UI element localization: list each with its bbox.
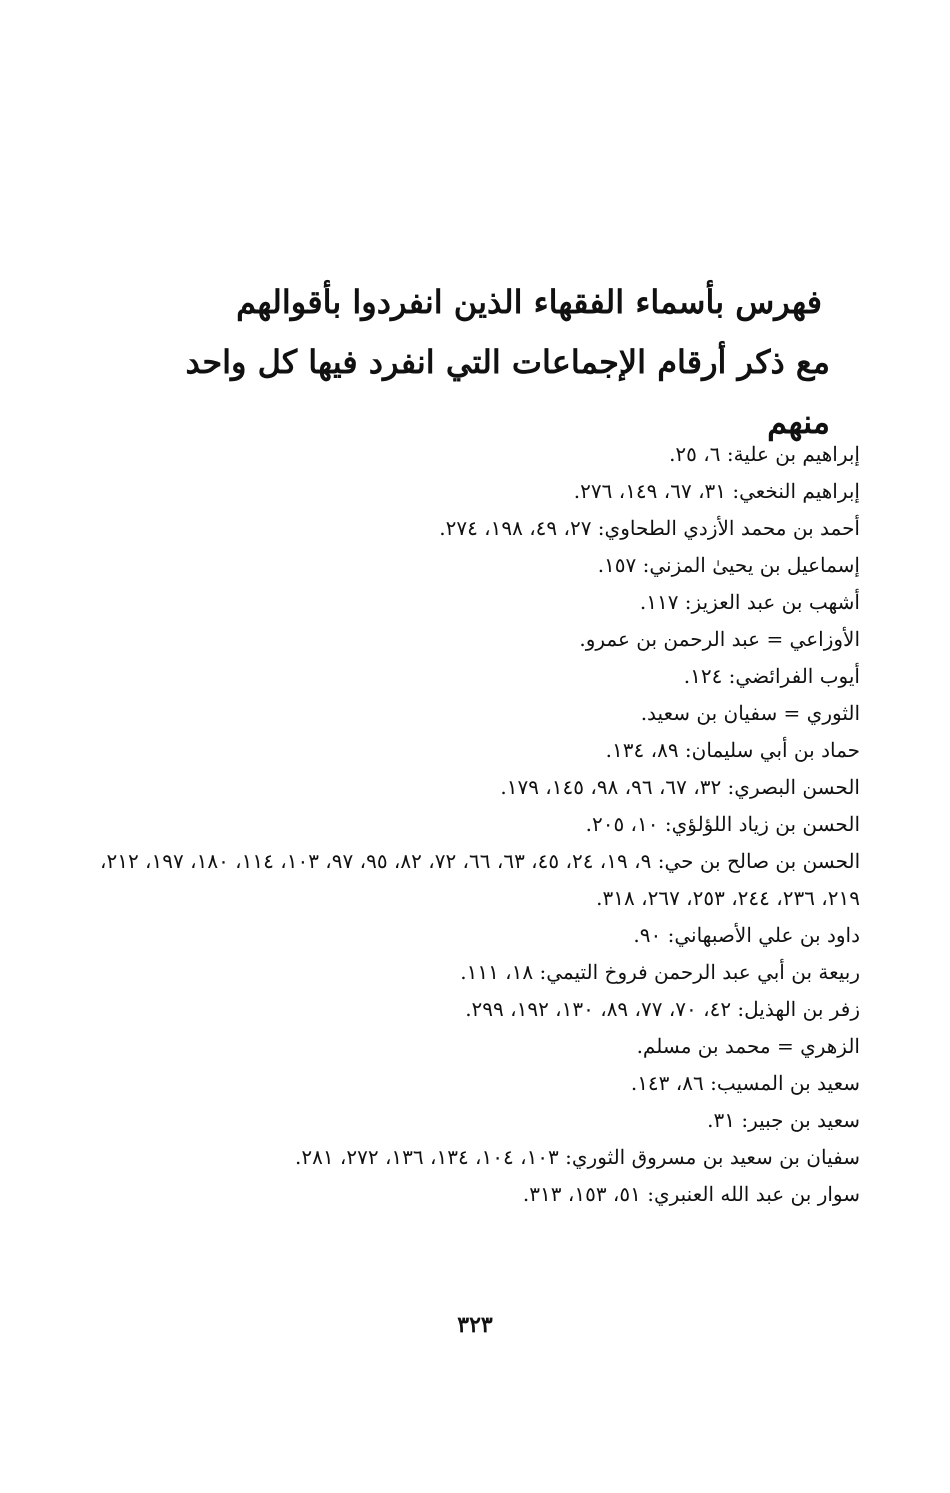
index-entry: أيوب الفرائضي: ١٢٤. [683,664,860,688]
index-entry: إسماعيل بن يحيىٰ المزني: ١٥٧. [597,553,860,577]
index-entry: حماد بن أبي سليمان: ٨٩، ١٣٤. [605,738,860,762]
index-entry: إبراهيم النخعي: ٣١، ٦٧، ١٤٩، ٢٧٦. [573,479,860,503]
index-entry: الثوري = سفيان بن سعيد. [640,701,860,725]
index-entry: أحمد بن محمد الأزدي الطحاوي: ٢٧، ٤٩، ١٩٨، ٢٧٤. [439,516,860,540]
index-entry: سعيد بن جبير: ٣١. [707,1108,860,1132]
index-entry: سوار بن عبد الله العنبري: ٥١، ١٥٣، ٣١٣. [522,1182,860,1206]
index-entry: ربيعة بن أبي عبد الرحمن فروخ التيمي: ١٨، ١١١. [460,960,860,984]
index-entry: زفر بن الهذيل: ٤٢، ٧٠، ٧٧، ٨٩، ١٣٠، ١٩٢، ٢٩٩. [465,997,860,1021]
index-entry: الحسن البصري: ٣٢، ٦٧، ٩٦، ٩٨، ١٤٥، ١٧٩. [500,775,860,799]
title-line-2: مع ذكر أرقام الإجماعات التي انفرد فيها كل واحد منهم [185,343,830,441]
index-entry: سعيد بن المسيب: ٨٦، ١٤٣. [630,1071,860,1095]
index-entries [100,436,860,1213]
index-entry: الأوزاعي = عبد الرحمن بن عمرو. [579,627,860,651]
page-title [120,272,830,452]
title-line-1: فهرس بأسماء الفقهاء الذين انفردوا بأقوالهم [236,283,822,321]
index-entry: إبراهيم بن علية: ٦، ٢٥. [669,442,860,466]
page-number: ٣٢٣ [457,1312,493,1338]
index-entry: سفيان بن سعيد بن مسروق الثوري: ١٠٣، ١٠٤، ١٣٤، ١٣٦، ٢٧٢، ٢٨١. [294,1145,860,1169]
index-entry: الزهري = محمد بن مسلم. [636,1034,860,1058]
index-entry: أشهب بن عبد العزيز: ١١٧. [639,590,860,614]
index-entry: الحسن بن زياد اللؤلؤي: ١٠، ٢٠٥. [585,812,860,836]
index-entry: الحسن بن صالح بن حي: ٩، ١٩، ٢٤، ٤٥، ٦٣، ٦٦، ٧٢، ٨٢، ٩٥، ٩٧، ١٠٣، ١١٤، ١٨٠، ١٩٧، ٢١٢، ٢١٩، ٢٣٦، ٢٤٤، ٢٥٣، ٢٦٧، ٣١٨. [100,849,861,910]
index-entry: داود بن علي الأصبهاني: ٩٠. [633,923,860,947]
